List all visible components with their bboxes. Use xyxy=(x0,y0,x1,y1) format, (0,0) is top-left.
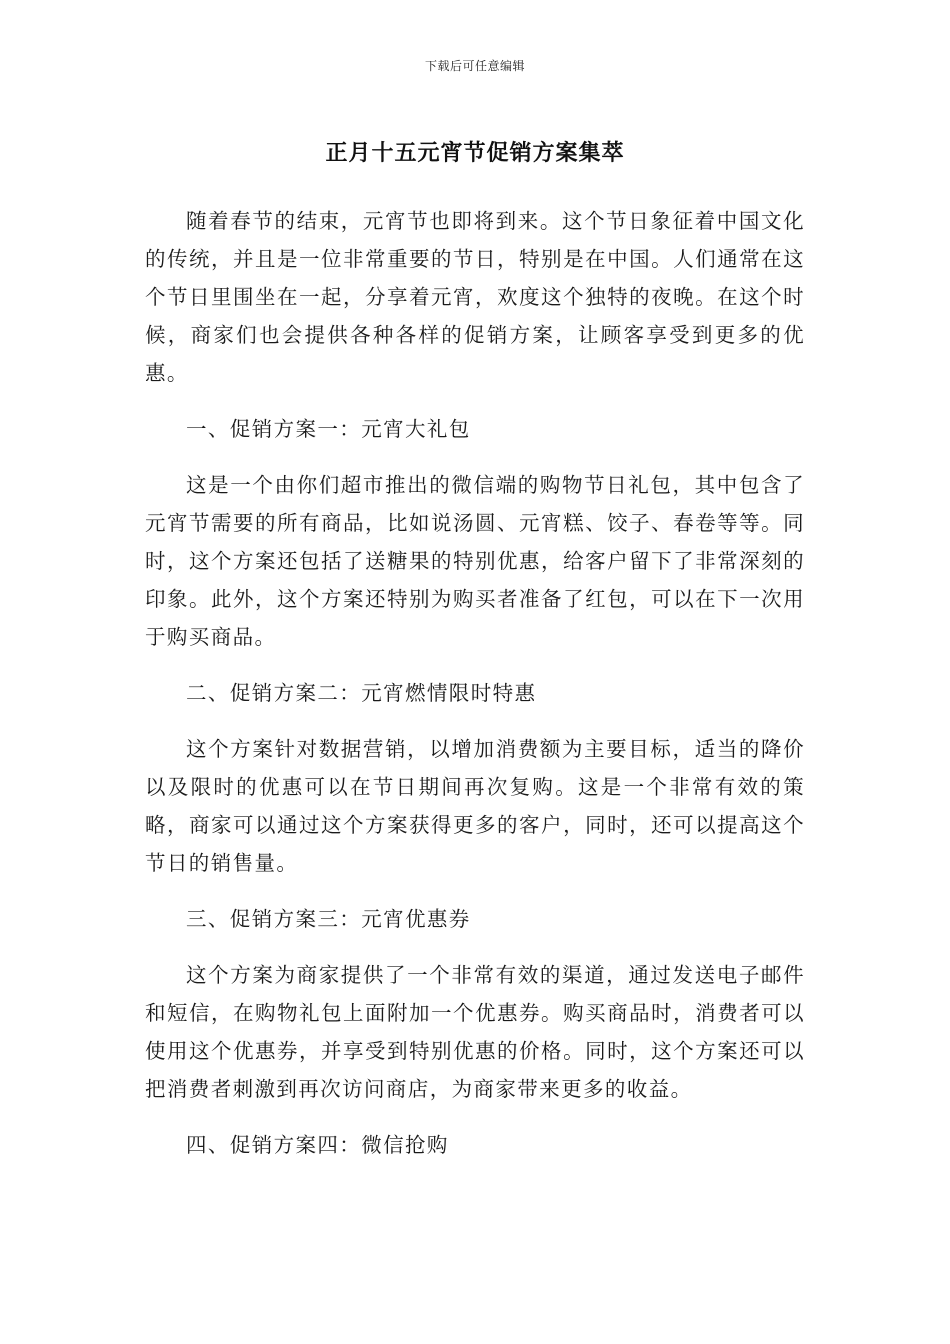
intro-paragraph: 随着春节的结束，元宵节也即将到来。这个节日象征着中国文化的传统，并且是一位非常重要的节日，特别是在中国。人们通常在这个节日里围坐在一起，分享着元宵，欢度这个独特的夜晚。在这个时候，商家们也会提供各种各样的促销方案，让顾客享受到更多的优惠。 xyxy=(145,209,805,385)
page-title: 正月十五元宵节促销方案集萃 xyxy=(325,141,625,166)
section-body-3: 这个方案为商家提供了一个非常有效的渠道，通过发送电子邮件和短信，在购物礼包上面附加一个优惠券。购买商品时，消费者可以使用这个优惠券，并享受到特别优惠的价格。同时，这个方案还可以把消费者刺激到再次访问商店，为商家带来更多的收益。 xyxy=(145,963,805,1101)
section-body-1: 这是一个由你们超市推出的微信端的购物节日礼包，其中包含了元宵节需要的所有商品，比如说汤圆、元宵糕、饺子、春卷等等。同时，这个方案还包括了送糖果的特别优惠，给客户留下了非常深刻的印象。此外，这个方案还特别为购买者准备了红包，可以在下一次用于购买商品。 xyxy=(145,473,805,649)
header-note: 下载后可任意编辑 xyxy=(424,59,525,73)
section-heading-3: 三、促销方案三：元宵优惠券 xyxy=(186,907,471,931)
section-heading-4: 四、促销方案四：微信抢购 xyxy=(186,1133,449,1157)
section-heading-1: 一、促销方案一：元宵大礼包 xyxy=(186,417,471,441)
section-body-2: 这个方案针对数据营销，以增加消费额为主要目标，适当的降价以及限时的优惠可以在节日期间再次复购。这是一个非常有效的策略，商家可以通过这个方案获得更多的客户，同时，还可以提高这个节日的销售量。 xyxy=(145,737,805,875)
section-heading-2: 二、促销方案二：元宵燃情限时特惠 xyxy=(186,681,537,705)
document-body xyxy=(145,202,805,1182)
